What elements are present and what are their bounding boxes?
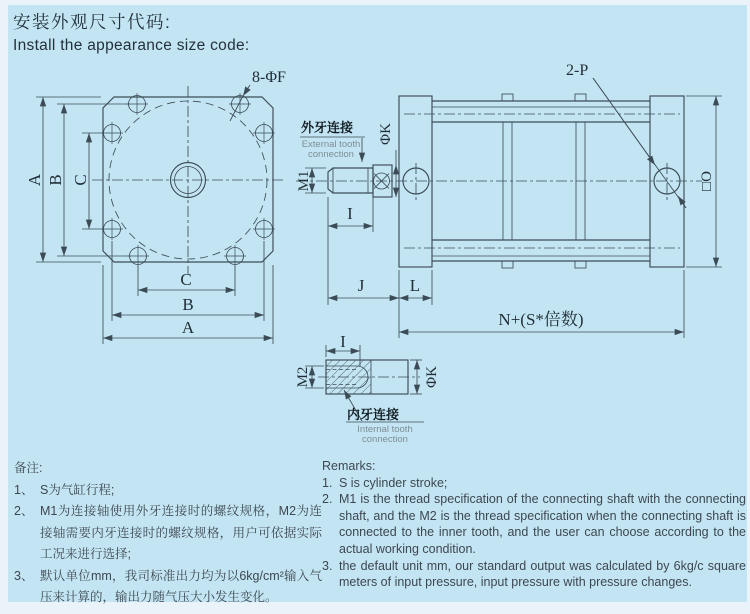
dim-label-b-h: B [182, 295, 194, 314]
holes-callout-label: 8-ΦF [252, 69, 286, 86]
remarks-en-item-3-text: the default unit mm, our standard output was calculated by 6kg/c square meters of input pressure, input pressure with pressure changes. [339, 558, 746, 590]
dim-label-c-v: C [71, 174, 90, 186]
dim-l [399, 270, 432, 305]
external-tooth-callout [300, 120, 365, 162]
remarks-en-item-2-text: M1 is the thread specification of the connecting shaft with the connecting shaft, and the M2 is the thread specification when the connecting shaft is connected to the inner tooth, and the user can choose according to the actual working condition. [339, 492, 746, 556]
internal-tooth-label-en1: Internal tooth [357, 424, 413, 435]
remarks-zh-item-1-text: S为气缸行程; [40, 482, 115, 497]
dim-label-a-h: A [181, 318, 195, 337]
dim-label-phik: ΦK [378, 123, 394, 145]
remarks-en-item-1 [322, 475, 746, 492]
remarks-en-item-1-num: 1. [322, 475, 333, 490]
flange-dim-c-horizontal [138, 266, 235, 296]
internal-tooth-label-en2: connection [362, 434, 408, 445]
remarks-zh-item-3-text: 默认单位mm，我司标准出力均为以6kg/cm²输入气压来计算的，输出力随气压大小发生变化。 [40, 568, 322, 604]
flange-front-view [25, 69, 286, 344]
front-end-cap [399, 96, 432, 267]
remarks-zh-item-2 [14, 501, 322, 566]
dim-label-o: □O [699, 171, 715, 191]
ports-callout-label: 2-P [566, 62, 589, 79]
air-ports [403, 163, 680, 200]
internal-tooth-callout [344, 390, 424, 445]
dim-label-c-h: C [180, 270, 192, 289]
remarks-zh-heading: 备注: [14, 461, 43, 475]
dim-m1 [296, 168, 326, 193]
remarks-en-item-2-num: 2. [322, 492, 333, 507]
external-tooth-label-en1: External tooth [301, 139, 361, 150]
remarks-zh-item-3 [14, 566, 322, 609]
page-title-zh: 安装外观尺寸代码: [13, 12, 172, 32]
flange-dim-c-vertical [71, 133, 104, 229]
dim-i-rod [328, 197, 373, 305]
dim-label-m2: M2 [295, 366, 311, 388]
remarks-zh-item-3-num: 3、 [14, 568, 34, 583]
flange-holes-callout [230, 69, 286, 121]
dim-label-j: J [357, 276, 365, 295]
external-tooth-label-en2: connection [308, 149, 354, 160]
ports-callout [566, 62, 686, 208]
remarks-en [322, 458, 746, 591]
remarks-zh-item-1-num: 1、 [14, 482, 34, 497]
dim-label-b-v: B [46, 174, 65, 186]
remarks-zh-item-2-num: 2、 [14, 504, 34, 518]
remarks-zh [14, 458, 322, 609]
page-title-en: Install the appearance size code: [13, 37, 250, 54]
dim-label-n: N+(S*倍数) [498, 310, 584, 329]
remarks-en-heading: Remarks: [322, 459, 376, 473]
dim-label-i-int: I [340, 332, 346, 351]
dim-o-square [686, 96, 722, 267]
remarks-en-item-3-num: 3. [322, 558, 333, 573]
external-tooth-label-zh: 外牙连接 [301, 120, 354, 135]
dim-j [328, 270, 399, 338]
remarks-zh-item-2-text: M1为连接轴使用外牙连接时的螺纹规格，M2为连接轴需要内牙连接时的螺纹规格，用户可依据实际工况来进行选择; [40, 504, 322, 561]
internal-tooth-view [295, 332, 440, 445]
remarks-zh-item-1 [14, 480, 322, 502]
dim-label-i: I [347, 204, 353, 223]
remarks-en-item-2 [322, 491, 746, 557]
remarks-en-item-3 [322, 558, 746, 591]
dim-phik-cylinder [378, 123, 396, 197]
internal-tooth-label-zh: 内牙连接 [347, 407, 400, 422]
dim-label-l: L [409, 276, 421, 295]
dim-label-phik-int: ΦK [424, 366, 440, 388]
thread-hatch [326, 360, 371, 394]
cylinder-side-view [296, 62, 722, 338]
dim-label-a-v: A [25, 173, 44, 187]
dim-label-m1: M1 [296, 170, 312, 192]
remarks-en-item-1-text: S is cylinder stroke; [339, 475, 448, 490]
dim-n-length [399, 270, 684, 338]
